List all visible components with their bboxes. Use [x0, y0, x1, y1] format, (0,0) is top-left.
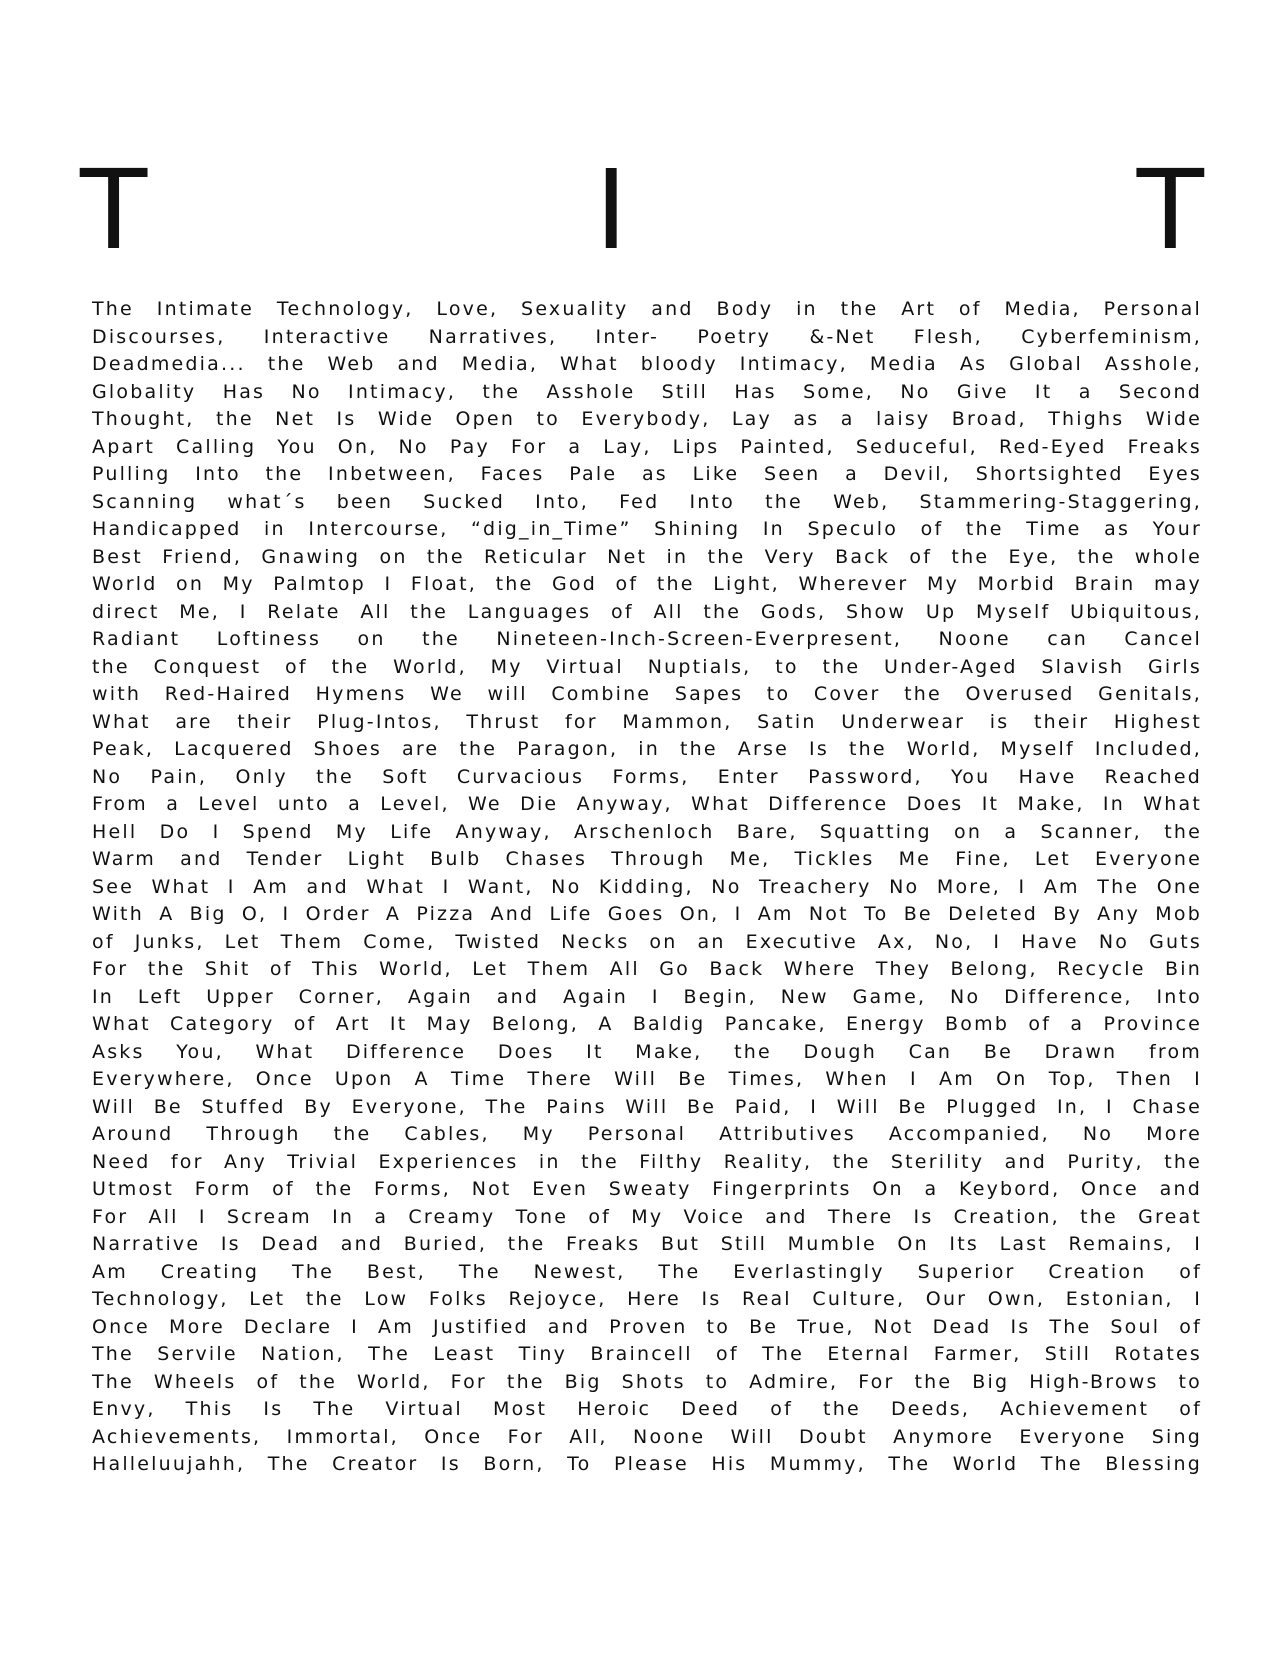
text-line: Am Creating The Best, The Newest, The Everlastingly Superior Creation of	[92, 1260, 1202, 1283]
text-line: What Category of Art It May Belong, A Baldig Pancake, Energy Bomb of a Province	[92, 1013, 1202, 1035]
text-line: For All I Scream In a Creamy Tone of My Voice and There Is Creation, the Great	[92, 1205, 1202, 1228]
text-line: The Wheels of the World, For the Big Shots to Admire, For the Big High-Brows to	[92, 1370, 1202, 1393]
text-line: Narrative Is Dead and Buried, the Freaks But Still Mumble On Its Last Remains, I	[92, 1233, 1202, 1255]
text-line: Halleluujahh, The Creator Is Born, To Please His Mummy, The World The Blessing	[92, 1453, 1202, 1475]
title-letter-t-last: T	[1136, 146, 1204, 274]
text-line: Envy, This Is The Virtual Most Heroic Deed of the Deeds, Achievement of	[92, 1398, 1202, 1420]
text-line: Technology, Let the Low Folks Rejoyce, Here Is Real Culture, Our Own, Estonian, I	[92, 1288, 1202, 1310]
text-line: Need for Any Trivial Experiences in the Filthy Reality, the Sterility and Purity, the	[92, 1150, 1202, 1173]
text-line: Achievements, Immortal, Once For All, Noone Will Doubt Anymore Everyone Sing	[92, 1425, 1202, 1448]
text-line: The Intimate Technology, Love, Sexuality and Body in the Art of Media, Personal	[92, 298, 1202, 320]
text-line: the Conquest of the World, My Virtual Nuptials, to the Under-Aged Slavish Girls	[92, 655, 1202, 678]
text-line: of Junks, Let Them Come, Twisted Necks on an Executive Ax, No, I Have No Guts	[92, 930, 1202, 953]
text-line: See What I Am and What I Want, No Kidding, No Treachery No More, I Am The One	[92, 875, 1202, 898]
text-line: World on My Palmtop I Float, the God of the Light, Wherever My Morbid Brain may	[92, 573, 1202, 595]
text-line: Deadmedia... the Web and Media, What bloody Intimacy, Media As Global Asshole,	[92, 353, 1202, 375]
text-line: Hell Do I Spend My Life Anyway, Arschenloch Bare, Squatting on a Scanner, the	[92, 820, 1202, 843]
text-line: What are their Plug-Intos, Thrust for Mammon, Satin Underwear is their Highest	[92, 710, 1202, 733]
text-line: Utmost Form of the Forms, Not Even Sweaty Fingerprints On a Keybord, Once and	[92, 1178, 1202, 1200]
text-line: No Pain, Only the Soft Curvacious Forms, Enter Password, You Have Reached	[92, 765, 1202, 788]
text-line: Everywhere, Once Upon A Time There Will Be Times, When I Am On Top, Then I	[92, 1068, 1202, 1090]
text-line: Handicapped in Intercourse, “dig_in_Time” Shining In Speculo of the Time as Your	[92, 518, 1202, 540]
text-line: Scanning what´s been Sucked Into, Fed Into the Web, Stammering-Staggering,	[92, 490, 1202, 513]
text-line: Thought, the Net Is Wide Open to Everybody, Lay as a laisy Broad, Thighs Wide	[92, 408, 1202, 430]
page-title	[80, 146, 1204, 274]
text-line: Around Through the Cables, My Personal Attributives Accompanied, No More	[92, 1123, 1202, 1145]
text-line: Asks You, What Difference Does It Make, the Dough Can Be Drawn from	[92, 1040, 1202, 1063]
text-line: with Red-Haired Hymens We will Combine Sapes to Cover the Overused Genitals,	[92, 683, 1202, 705]
text-line: Once More Declare I Am Justified and Proven to Be True, Not Dead Is The Soul of	[92, 1315, 1202, 1338]
body-text	[92, 296, 1202, 1479]
text-line: Will Be Stuffed By Everyone, The Pains Will Be Paid, I Will Be Plugged In, I Chase	[92, 1095, 1202, 1118]
text-line: direct Me, I Relate All the Languages of All the Gods, Show Up Myself Ubiquitous,	[92, 600, 1202, 623]
text-line: Apart Calling You On, No Pay For a Lay, Lips Painted, Seduceful, Red-Eyed Freaks	[92, 435, 1202, 458]
text-line: Best Friend, Gnawing on the Reticular Net in the Very Back of the Eye, the whole	[92, 545, 1202, 568]
title-letter-t-first: T	[80, 146, 148, 274]
text-line: From a Level unto a Level, We Die Anyway, What Difference Does It Make, In What	[92, 793, 1202, 815]
text-line: Globality Has No Intimacy, the Asshole Still Has Some, No Give It a Second	[92, 380, 1202, 403]
text-line: In Left Upper Corner, Again and Again I Begin, New Game, No Difference, Into	[92, 985, 1202, 1008]
text-line: Radiant Loftiness on the Nineteen-Inch-Screen-Everpresent, Noone can Cancel	[92, 628, 1202, 650]
text-line: Peak, Lacquered Shoes are the Paragon, in the Arse Is the World, Myself Included,	[92, 738, 1202, 760]
text-line: Discourses, Interactive Narratives, Inter- Poetry &-Net Flesh, Cyberfeminism,	[92, 325, 1202, 348]
text-line: Warm and Tender Light Bulb Chases Through Me, Tickles Me Fine, Let Everyone	[92, 848, 1202, 870]
text-line: For the Shit of This World, Let Them All Go Back Where They Belong, Recycle Bin	[92, 958, 1202, 980]
text-line: With A Big O, I Order A Pizza And Life Goes On, I Am Not To Be Deleted By Any Mob	[92, 903, 1202, 925]
text-line: Pulling Into the Inbetween, Faces Pale as Like Seen a Devil, Shortsighted Eyes	[92, 463, 1202, 485]
title-letter-i: I	[595, 146, 628, 274]
text-line: The Servile Nation, The Least Tiny Braincell of The Eternal Farmer, Still Rotates	[92, 1343, 1202, 1365]
